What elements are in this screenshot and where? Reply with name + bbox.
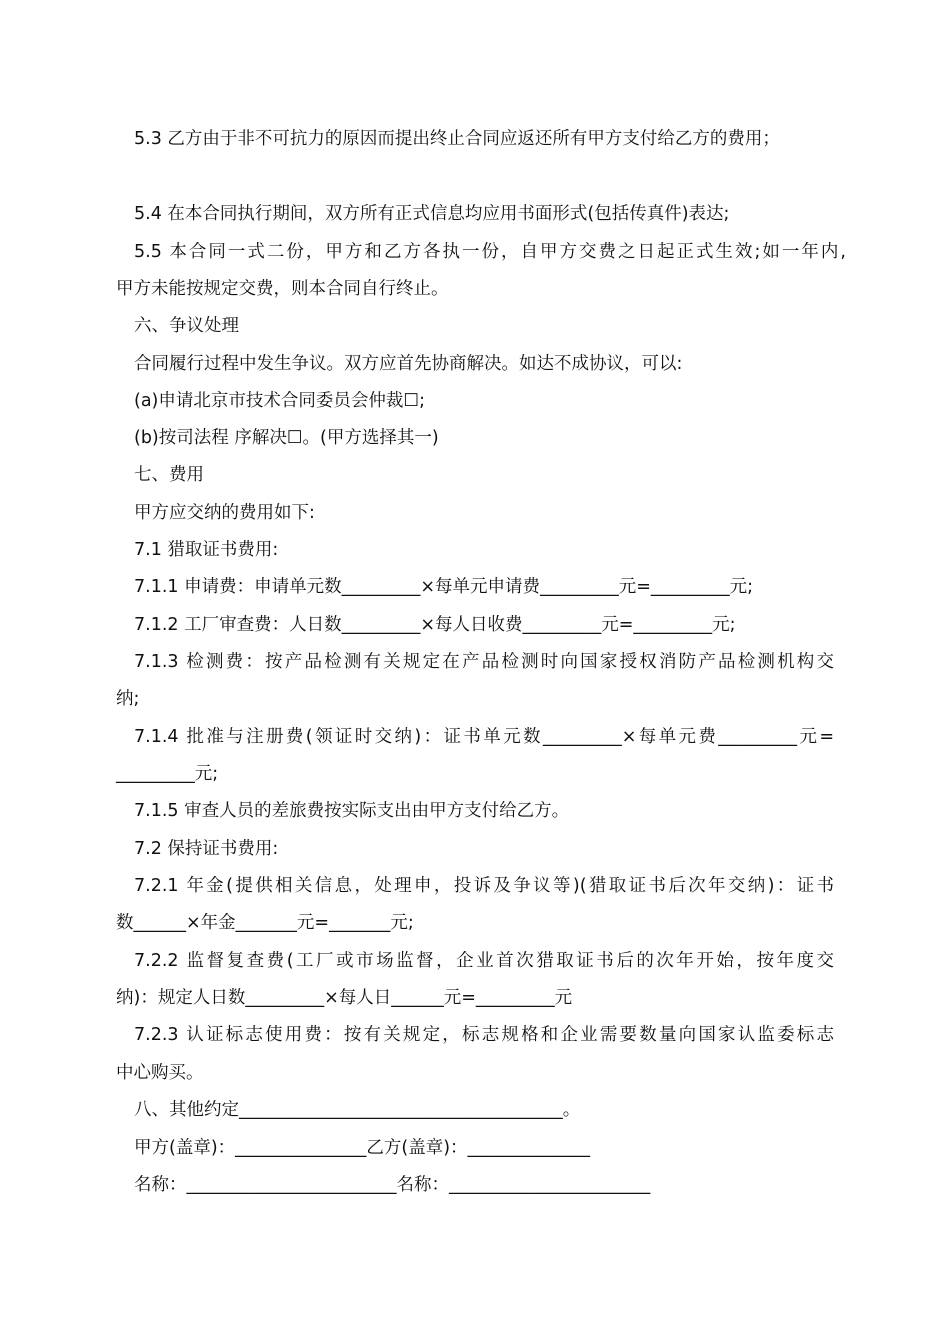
clause-7-2-1-continued: 数______×年金_______元=_______元; bbox=[116, 913, 414, 933]
clause-7-2-1: 7.2.1 年金(提供相关信息，处理申，投诉及争议等)(猎取证书后次年交纳)：证书 bbox=[134, 876, 834, 896]
section-7-heading: 七、费用 bbox=[134, 465, 204, 485]
clause-7-2-2: 7.2.2 监督复查费(工厂或市场监督，企业首次猎取证书后的次年开始，按年度交 bbox=[134, 951, 834, 971]
clause-7-1-1: 7.1.1 申请费：申请单元数_________×每单元申请费_________元=_________元; bbox=[134, 577, 754, 597]
clause-7-1-2: 7.1.2 工厂审查费：人日数_________×每人日收费_________元=_________元; bbox=[134, 615, 736, 635]
clause-5-5-continued: 甲方未能按规定交费，则本合同自行终止。 bbox=[116, 279, 449, 299]
clause-7-2-3: 7.2.3 认证标志使用费：按有关规定，标志规格和企业需要数量向国家认监委标志 bbox=[134, 1025, 834, 1045]
clause-7-2: 7.2 保持证书费用: bbox=[134, 839, 279, 859]
clause-7-1-4-continued: _________元; bbox=[116, 764, 219, 784]
clause-7-1-5: 7.1.5 审查人员的差旅费按实际支出由甲方支付给乙方。 bbox=[134, 801, 570, 821]
clause-5-5: 5.5 本合同一式二份，甲方和乙方各执一份，自甲方交费之日起正式生效;如一年内, bbox=[134, 242, 846, 262]
signature-name-line: 名称：________________________名称：_______________________ bbox=[134, 1175, 651, 1195]
clause-7-1-3: 7.1.3 检测费：按产品检测有关规定在产品检测时向国家授权消防产品检测机构交 bbox=[134, 652, 834, 672]
clause-7-2-2-continued: 纳)：规定人日数_________×每人日______元=_________元 bbox=[116, 988, 573, 1008]
clause-5-3: 5.3 乙方由于非不可抗力的原因而提出终止合同应返还所有甲方支付给乙方的费用； bbox=[134, 129, 780, 149]
dispute-paragraph: 合同履行过程中发生争议。双方应首先协商解决。如达不成协议，可以: bbox=[134, 354, 683, 374]
clause-7-2-3-continued: 中心购买。 bbox=[116, 1063, 204, 1083]
clause-7-1-4: 7.1.4 批准与注册费(领证时交纳)：证书单元数_________×每单元费_________元= bbox=[134, 727, 834, 747]
section-6-heading: 六、争议处理 bbox=[134, 316, 239, 336]
clause-5-4: 5.4 在本合同执行期间，双方所有正式信息均应用书面形式(包括传真件)表达; bbox=[134, 204, 730, 224]
signature-seal-line: 甲方(盖章)：_______________乙方(盖章)：______________ bbox=[134, 1138, 591, 1158]
dispute-option-b: (b)按司法程 序解决☐。(甲方选择其一) bbox=[134, 428, 439, 448]
fees-intro: 甲方应交纳的费用如下: bbox=[134, 503, 315, 523]
clause-7-1-3-continued: 纳; bbox=[116, 689, 140, 709]
dispute-option-a: (a)申请北京市技术合同委员会仲裁☐; bbox=[134, 391, 425, 411]
section-8-other-terms: 八、其他约定_____________________________________。 bbox=[134, 1100, 581, 1120]
clause-7-1: 7.1 猎取证书费用: bbox=[134, 540, 279, 560]
